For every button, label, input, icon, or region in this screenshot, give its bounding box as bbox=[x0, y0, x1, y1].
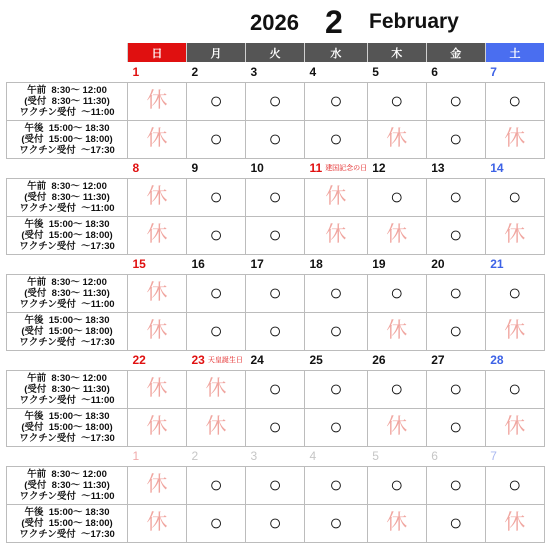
weekday-header: 金 bbox=[426, 43, 485, 62]
date-number: 22 bbox=[132, 353, 146, 367]
weekday-header: 水 bbox=[305, 43, 368, 62]
date-number: 14 bbox=[490, 161, 504, 175]
afternoon-row bbox=[7, 504, 545, 542]
date-number: 4 bbox=[309, 64, 317, 79]
open-mark: ○ bbox=[449, 221, 463, 247]
schedule-cell bbox=[187, 120, 246, 158]
date-cell bbox=[426, 350, 485, 370]
date-cell bbox=[246, 446, 305, 466]
date-cell bbox=[246, 254, 305, 274]
closed-mark: 休 bbox=[146, 415, 168, 438]
date-cell bbox=[246, 62, 305, 82]
year-label: 2026 bbox=[250, 10, 299, 35]
open-mark: ○ bbox=[268, 87, 282, 113]
date-cell bbox=[128, 446, 187, 466]
date-row bbox=[7, 158, 545, 178]
schedule-cell bbox=[485, 466, 544, 504]
open-mark: ○ bbox=[268, 221, 282, 247]
date-number: 11 bbox=[309, 161, 323, 175]
date-cell bbox=[246, 350, 305, 370]
open-mark: ○ bbox=[268, 471, 282, 497]
afternoon-row bbox=[7, 120, 545, 158]
schedule-cell bbox=[187, 82, 246, 120]
date-row bbox=[7, 254, 545, 274]
date-number: 2 bbox=[191, 64, 199, 79]
date-cell bbox=[305, 158, 368, 178]
schedule-cell bbox=[128, 408, 187, 446]
morning-row bbox=[7, 274, 545, 312]
open-mark: ○ bbox=[508, 471, 522, 497]
date-cell bbox=[485, 446, 544, 466]
schedule-cell bbox=[305, 216, 368, 254]
date-cell bbox=[187, 446, 246, 466]
open-mark: ○ bbox=[449, 375, 463, 401]
weekday-header: 月 bbox=[187, 43, 246, 62]
date-number: 7 bbox=[490, 449, 497, 463]
month-name: February bbox=[369, 10, 459, 33]
schedule-cell bbox=[246, 216, 305, 254]
open-mark: ○ bbox=[209, 125, 223, 151]
date-number: 12 bbox=[372, 161, 386, 175]
morning-row bbox=[7, 466, 545, 504]
schedule-cell bbox=[187, 370, 246, 408]
closed-mark: 休 bbox=[386, 127, 408, 150]
schedule-cell bbox=[246, 82, 305, 120]
afternoon-hours-label: 午後 15:00～ 18:30 (受付 15:00～ 18:00) ワクチン受付 ～17:30 bbox=[7, 312, 128, 350]
date-number: 1 bbox=[132, 64, 140, 79]
schedule-cell bbox=[426, 82, 485, 120]
date-number: 26 bbox=[372, 353, 386, 367]
schedule-cell bbox=[128, 82, 187, 120]
open-mark: ○ bbox=[390, 375, 404, 401]
schedule-cell bbox=[485, 312, 544, 350]
open-mark: ○ bbox=[449, 279, 463, 305]
date-cell bbox=[187, 254, 246, 274]
weekday-header: 日 bbox=[128, 43, 187, 62]
schedule-cell bbox=[367, 178, 426, 216]
open-mark: ○ bbox=[329, 509, 343, 535]
date-cell bbox=[485, 254, 544, 274]
date-cell bbox=[305, 62, 368, 82]
open-mark: ○ bbox=[268, 317, 282, 343]
schedule-cell bbox=[485, 408, 544, 446]
date-number: 4 bbox=[309, 449, 317, 463]
date-cell bbox=[187, 350, 246, 370]
date-number: 8 bbox=[132, 161, 140, 175]
open-mark: ○ bbox=[268, 183, 282, 209]
closed-mark: 休 bbox=[325, 185, 347, 208]
date-number: 7 bbox=[490, 64, 497, 79]
schedule-cell bbox=[426, 504, 485, 542]
closed-mark: 休 bbox=[504, 511, 526, 534]
schedule-cell bbox=[305, 82, 368, 120]
date-cell bbox=[128, 350, 187, 370]
weekday-header: 木 bbox=[367, 43, 426, 62]
date-cell bbox=[367, 62, 426, 82]
open-mark: ○ bbox=[449, 413, 463, 439]
schedule-cell bbox=[128, 120, 187, 158]
afternoon-hours-label: 午後 15:00～ 18:30 (受付 15:00～ 18:00) ワクチン受付 ～17:30 bbox=[7, 408, 128, 446]
schedule-cell bbox=[426, 178, 485, 216]
closed-mark: 休 bbox=[325, 223, 347, 246]
date-number: 16 bbox=[191, 257, 205, 271]
morning-hours-label: 午前 8:30～ 12:00 (受付 8:30～ 11:30) ワクチン受付 ～11:00 bbox=[7, 466, 128, 504]
closed-mark: 休 bbox=[386, 223, 408, 246]
date-cell bbox=[187, 62, 246, 82]
open-mark: ○ bbox=[209, 87, 223, 113]
schedule-cell bbox=[128, 312, 187, 350]
open-mark: ○ bbox=[329, 125, 343, 151]
date-number: 23 bbox=[191, 353, 205, 367]
schedule-cell bbox=[305, 312, 368, 350]
date-number: 1 bbox=[132, 449, 140, 463]
open-mark: ○ bbox=[329, 317, 343, 343]
morning-hours-label: 午前 8:30～ 12:00 (受付 8:30～ 11:30) ワクチン受付 ～11:00 bbox=[7, 274, 128, 312]
afternoon-hours-label: 午後 15:00～ 18:30 (受付 15:00～ 18:00) ワクチン受付 ～17:30 bbox=[7, 216, 128, 254]
schedule-cell bbox=[305, 504, 368, 542]
open-mark: ○ bbox=[449, 471, 463, 497]
schedule-cell bbox=[485, 82, 544, 120]
schedule-cell bbox=[187, 312, 246, 350]
open-mark: ○ bbox=[329, 413, 343, 439]
schedule-cell bbox=[367, 120, 426, 158]
date-cell bbox=[128, 158, 187, 178]
schedule-cell bbox=[128, 370, 187, 408]
date-cell bbox=[128, 62, 187, 82]
afternoon-row bbox=[7, 312, 545, 350]
date-cell bbox=[485, 62, 544, 82]
date-cell bbox=[305, 350, 368, 370]
closed-mark: 休 bbox=[146, 377, 168, 400]
schedule-cell bbox=[246, 120, 305, 158]
date-row bbox=[7, 350, 545, 370]
schedule-cell bbox=[426, 466, 485, 504]
closed-mark: 休 bbox=[386, 319, 408, 342]
closed-mark: 休 bbox=[146, 511, 168, 534]
schedule-cell bbox=[367, 370, 426, 408]
schedule-cell bbox=[187, 274, 246, 312]
open-mark: ○ bbox=[508, 183, 522, 209]
open-mark: ○ bbox=[209, 221, 223, 247]
date-row-spacer bbox=[7, 446, 128, 466]
date-number: 2 bbox=[191, 449, 199, 463]
closed-mark: 休 bbox=[386, 511, 408, 534]
open-mark: ○ bbox=[329, 87, 343, 113]
date-number: 9 bbox=[191, 161, 199, 175]
open-mark: ○ bbox=[329, 279, 343, 305]
schedule-cell bbox=[128, 178, 187, 216]
open-mark: ○ bbox=[268, 413, 282, 439]
schedule-cell bbox=[426, 216, 485, 254]
holiday-name: 天皇誕生日 bbox=[207, 357, 243, 364]
date-number: 24 bbox=[250, 353, 264, 367]
schedule-cell bbox=[367, 312, 426, 350]
date-number: 6 bbox=[431, 449, 438, 463]
afternoon-hours-label: 午後 15:00～ 18:30 (受付 15:00～ 18:00) ワクチン受付 ～17:30 bbox=[7, 120, 128, 158]
schedule-cell bbox=[305, 178, 368, 216]
clinic-hours-calendar bbox=[6, 43, 545, 543]
open-mark: ○ bbox=[329, 375, 343, 401]
date-row-spacer bbox=[7, 254, 128, 274]
schedule-cell bbox=[246, 466, 305, 504]
schedule-cell bbox=[246, 408, 305, 446]
schedule-cell bbox=[305, 120, 368, 158]
weekday-header-row bbox=[7, 43, 545, 62]
closed-mark: 休 bbox=[504, 415, 526, 438]
closed-mark: 休 bbox=[205, 415, 227, 438]
closed-mark: 休 bbox=[504, 223, 526, 246]
closed-mark: 休 bbox=[504, 319, 526, 342]
schedule-cell bbox=[187, 178, 246, 216]
open-mark: ○ bbox=[209, 183, 223, 209]
date-cell bbox=[367, 446, 426, 466]
open-mark: ○ bbox=[209, 279, 223, 305]
schedule-cell bbox=[367, 408, 426, 446]
afternoon-row bbox=[7, 216, 545, 254]
open-mark: ○ bbox=[268, 509, 282, 535]
schedule-cell bbox=[367, 216, 426, 254]
date-number: 27 bbox=[431, 353, 445, 367]
schedule-cell bbox=[485, 216, 544, 254]
date-cell bbox=[426, 446, 485, 466]
schedule-cell bbox=[246, 370, 305, 408]
schedule-cell bbox=[246, 178, 305, 216]
header-corner bbox=[7, 43, 128, 62]
open-mark: ○ bbox=[209, 317, 223, 343]
morning-hours-label: 午前 8:30～ 12:00 (受付 8:30～ 11:30) ワクチン受付 ～11:00 bbox=[7, 82, 128, 120]
closed-mark: 休 bbox=[146, 473, 168, 496]
open-mark: ○ bbox=[390, 471, 404, 497]
morning-hours-label: 午前 8:30～ 12:00 (受付 8:30～ 11:30) ワクチン受付 ～11:00 bbox=[7, 370, 128, 408]
afternoon-row bbox=[7, 408, 545, 446]
holiday-name: 建国記念の日 bbox=[325, 165, 368, 172]
open-mark: ○ bbox=[390, 183, 404, 209]
schedule-cell bbox=[367, 504, 426, 542]
closed-mark: 休 bbox=[146, 281, 168, 304]
schedule-cell bbox=[246, 504, 305, 542]
closed-mark: 休 bbox=[146, 223, 168, 246]
open-mark: ○ bbox=[390, 87, 404, 113]
open-mark: ○ bbox=[449, 87, 463, 113]
afternoon-hours-label: 午後 15:00～ 18:30 (受付 15:00～ 18:00) ワクチン受付 ～17:30 bbox=[7, 504, 128, 542]
schedule-cell bbox=[426, 408, 485, 446]
date-row-spacer bbox=[7, 158, 128, 178]
date-number: 13 bbox=[431, 161, 445, 175]
date-cell bbox=[426, 254, 485, 274]
date-cell bbox=[246, 158, 305, 178]
morning-row bbox=[7, 370, 545, 408]
date-row bbox=[7, 446, 545, 466]
schedule-cell bbox=[426, 274, 485, 312]
weekday-header: 火 bbox=[246, 43, 305, 62]
date-cell bbox=[426, 158, 485, 178]
schedule-cell bbox=[305, 466, 368, 504]
date-number: 3 bbox=[250, 64, 258, 79]
schedule-cell bbox=[367, 82, 426, 120]
schedule-cell bbox=[128, 274, 187, 312]
date-cell bbox=[128, 254, 187, 274]
date-row bbox=[7, 62, 545, 82]
closed-mark: 休 bbox=[205, 377, 227, 400]
open-mark: ○ bbox=[390, 279, 404, 305]
open-mark: ○ bbox=[508, 87, 522, 113]
open-mark: ○ bbox=[268, 375, 282, 401]
schedule-cell bbox=[187, 466, 246, 504]
closed-mark: 休 bbox=[146, 127, 168, 150]
date-number: 18 bbox=[309, 257, 323, 271]
open-mark: ○ bbox=[209, 509, 223, 535]
date-cell bbox=[305, 446, 368, 466]
date-number: 3 bbox=[250, 449, 258, 463]
schedule-cell bbox=[128, 216, 187, 254]
date-number: 5 bbox=[372, 64, 379, 79]
closed-mark: 休 bbox=[386, 415, 408, 438]
schedule-cell bbox=[367, 274, 426, 312]
schedule-cell bbox=[485, 178, 544, 216]
date-number: 15 bbox=[132, 257, 146, 271]
open-mark: ○ bbox=[449, 317, 463, 343]
open-mark: ○ bbox=[209, 471, 223, 497]
date-number: 20 bbox=[431, 257, 445, 271]
schedule-cell bbox=[426, 370, 485, 408]
date-number: 21 bbox=[490, 257, 504, 271]
date-number: 28 bbox=[490, 353, 504, 367]
closed-mark: 休 bbox=[146, 319, 168, 342]
schedule-cell bbox=[187, 504, 246, 542]
closed-mark: 休 bbox=[146, 185, 168, 208]
calendar-title bbox=[0, 6, 550, 40]
schedule-cell bbox=[305, 274, 368, 312]
date-number: 19 bbox=[372, 257, 386, 271]
open-mark: ○ bbox=[268, 125, 282, 151]
month-number: 2 bbox=[325, 4, 343, 40]
schedule-cell bbox=[485, 120, 544, 158]
date-row-spacer bbox=[7, 62, 128, 82]
schedule-cell bbox=[426, 312, 485, 350]
morning-hours-label: 午前 8:30～ 12:00 (受付 8:30～ 11:30) ワクチン受付 ～11:00 bbox=[7, 178, 128, 216]
closed-mark: 休 bbox=[146, 89, 168, 112]
morning-row bbox=[7, 82, 545, 120]
schedule-cell bbox=[305, 370, 368, 408]
open-mark: ○ bbox=[508, 375, 522, 401]
schedule-cell bbox=[128, 466, 187, 504]
open-mark: ○ bbox=[329, 471, 343, 497]
schedule-cell bbox=[187, 408, 246, 446]
date-number: 25 bbox=[309, 353, 323, 367]
schedule-cell bbox=[305, 408, 368, 446]
open-mark: ○ bbox=[449, 125, 463, 151]
date-cell bbox=[187, 158, 246, 178]
date-cell bbox=[485, 350, 544, 370]
date-number: 17 bbox=[250, 257, 264, 271]
date-number: 5 bbox=[372, 449, 379, 463]
open-mark: ○ bbox=[508, 279, 522, 305]
morning-row bbox=[7, 178, 545, 216]
date-cell bbox=[367, 350, 426, 370]
schedule-cell bbox=[485, 370, 544, 408]
weekday-header: 土 bbox=[485, 43, 544, 62]
schedule-cell bbox=[485, 504, 544, 542]
date-cell bbox=[367, 158, 426, 178]
schedule-cell bbox=[367, 466, 426, 504]
schedule-cell bbox=[485, 274, 544, 312]
closed-mark: 休 bbox=[504, 127, 526, 150]
schedule-cell bbox=[426, 120, 485, 158]
date-cell bbox=[426, 62, 485, 82]
open-mark: ○ bbox=[449, 509, 463, 535]
schedule-cell bbox=[246, 312, 305, 350]
date-number: 10 bbox=[250, 161, 264, 175]
date-cell bbox=[485, 158, 544, 178]
schedule-cell bbox=[128, 504, 187, 542]
schedule-cell bbox=[187, 216, 246, 254]
schedule-cell bbox=[246, 274, 305, 312]
date-cell bbox=[367, 254, 426, 274]
date-row-spacer bbox=[7, 350, 128, 370]
open-mark: ○ bbox=[268, 279, 282, 305]
date-cell bbox=[305, 254, 368, 274]
date-number: 6 bbox=[431, 64, 438, 79]
open-mark: ○ bbox=[449, 183, 463, 209]
